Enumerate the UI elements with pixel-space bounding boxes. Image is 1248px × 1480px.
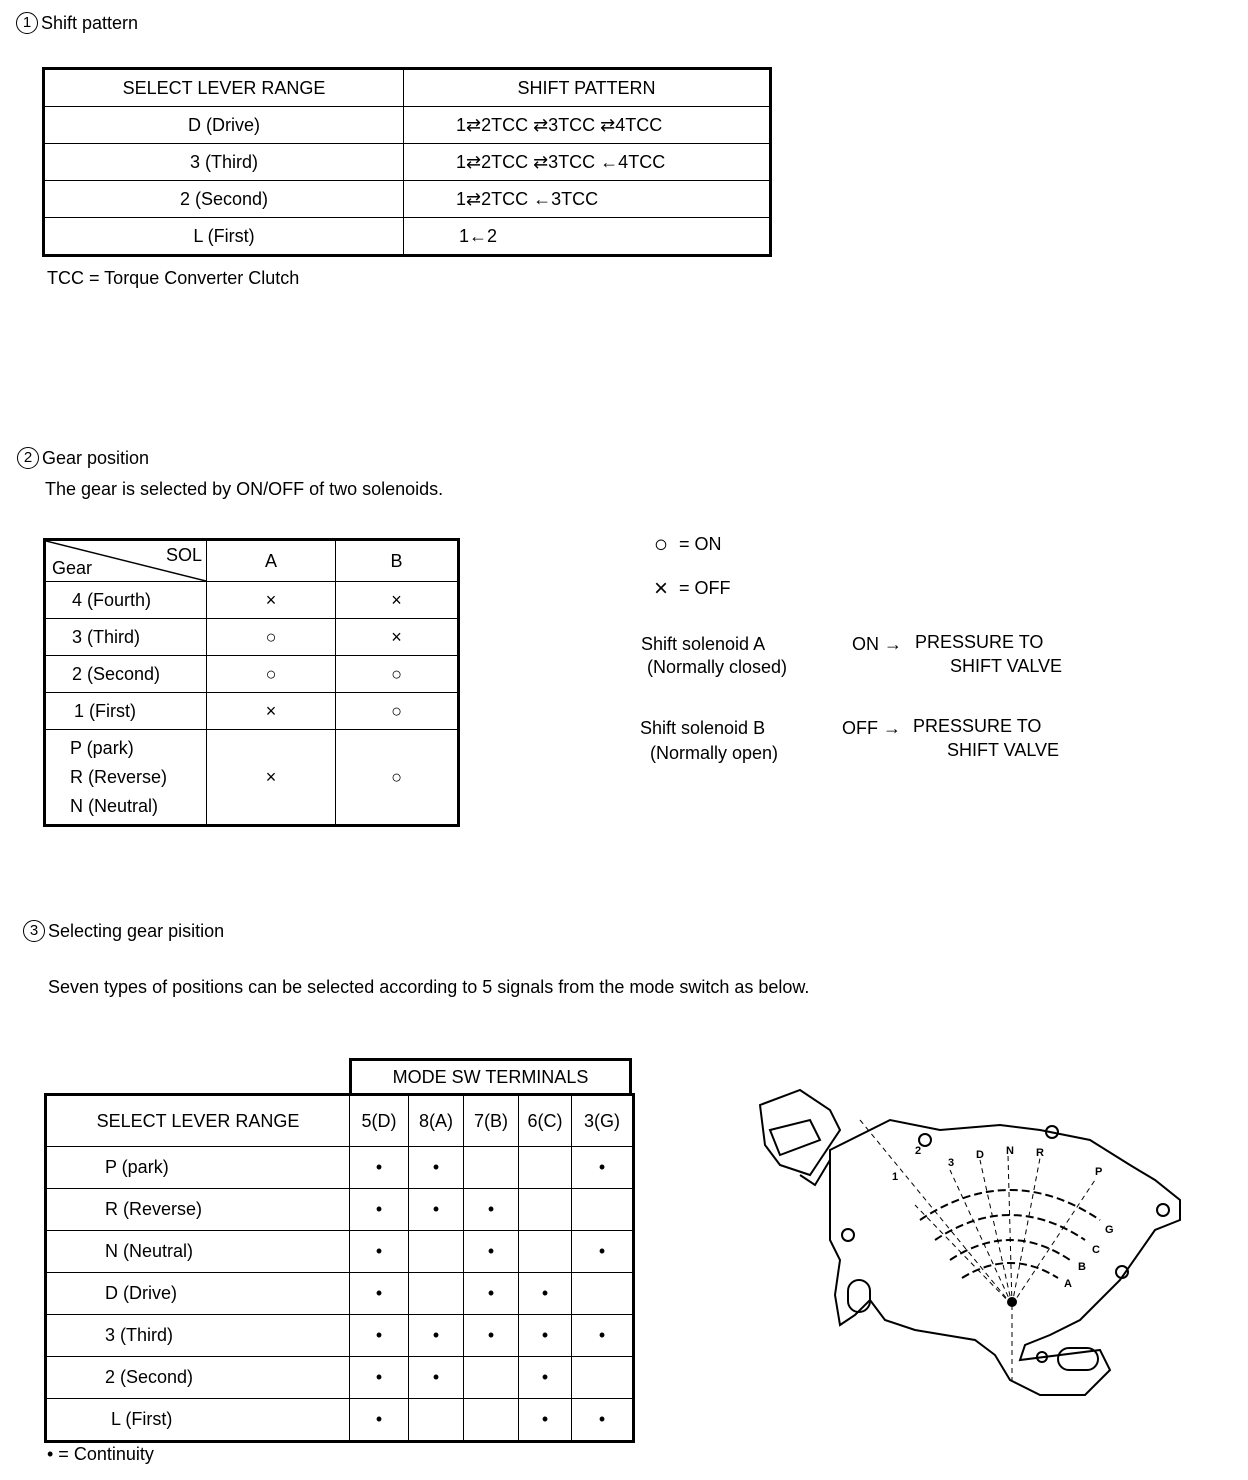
mark-cell (464, 1147, 519, 1189)
range-cell: 3 (Third) (46, 1315, 350, 1357)
mode-sw-terminals-header: MODE SW TERMINALS (349, 1058, 632, 1093)
sol-b-state: ○ (336, 730, 459, 826)
mark-cell: • (519, 1273, 572, 1315)
table-row (45, 582, 459, 619)
gear-cell-prn (45, 730, 207, 826)
mark-cell (409, 1399, 464, 1442)
range-cell: P (park) (46, 1147, 350, 1189)
legend-on (648, 531, 722, 559)
range-cell: 2 (Second) (44, 181, 404, 218)
sol-b-name: Shift solenoid B (640, 718, 766, 738)
off-cross-icon: × (653, 575, 668, 602)
section2-subtitle: The gear is selected by ON/OFF of two solenoids. (45, 479, 444, 499)
table-row (46, 1189, 634, 1231)
legend-on-label: = ON (679, 533, 722, 554)
sol-b-state: × (336, 619, 459, 656)
section3-number: 3 (23, 920, 45, 942)
corner-gear-label: Gear (52, 558, 93, 578)
mode-switch-diagram (740, 1080, 1190, 1410)
gear-reverse: R (Reverse) (70, 766, 168, 787)
table-row (46, 1315, 634, 1357)
diagram-label: P (1095, 1166, 1103, 1178)
header-sol-b: B (336, 540, 459, 582)
table-row (44, 181, 771, 218)
mark-cell (572, 1273, 634, 1315)
section1-number: 1 (16, 12, 38, 34)
header-terminal-3g: 3(G) (572, 1095, 634, 1147)
sol-a-result1: PRESSURE TO (915, 632, 1044, 652)
table-row (45, 619, 459, 656)
mark-cell: • (350, 1231, 409, 1273)
section1-title: Shift pattern (41, 12, 139, 33)
header-select-lever-range: SELECT LEVER RANGE (44, 69, 404, 107)
gear-cell: 3 (Third) (45, 619, 207, 656)
gear-park: P (park) (70, 737, 134, 758)
continuity-note: • = Continuity (47, 1444, 154, 1464)
sol-a-result2: SHIFT VALVE (950, 656, 1063, 676)
gear-cell: 2 (Second) (45, 656, 207, 693)
gear-position-table (43, 538, 460, 827)
sol-a-state: × (207, 730, 336, 826)
table-row (46, 1147, 634, 1189)
sol-b-state: ○ (336, 656, 459, 693)
range-cell: L (First) (44, 218, 404, 256)
mark-cell: • (350, 1273, 409, 1315)
mark-cell (464, 1357, 519, 1399)
legend-off-label: = OFF (679, 577, 731, 598)
sol-a-type: (Normally closed) (647, 657, 788, 677)
range-cell: D (Drive) (44, 107, 404, 144)
range-cell: N (Neutral) (46, 1231, 350, 1273)
mark-cell: • (572, 1315, 634, 1357)
mark-cell (409, 1231, 464, 1273)
mark-cell: • (464, 1315, 519, 1357)
diagram-label: G (1105, 1224, 1114, 1236)
mark-cell: • (350, 1189, 409, 1231)
sol-a-state: × (207, 693, 336, 730)
table-row (45, 730, 459, 826)
section3-heading (23, 920, 224, 942)
header-select-lever-range: SELECT LEVER RANGE (46, 1095, 350, 1147)
legend-off (648, 575, 731, 603)
diagram-label: 3 (948, 1157, 955, 1169)
range-cell: R (Reverse) (46, 1189, 350, 1231)
pattern-cell: 1⇄2TCC ⇄3TCC ←4TCC (404, 144, 771, 181)
mark-cell (464, 1399, 519, 1442)
mark-cell: • (350, 1147, 409, 1189)
mark-cell: • (519, 1315, 572, 1357)
mark-cell (519, 1147, 572, 1189)
diagram-label: D (976, 1149, 984, 1161)
sol-a-state: × (207, 582, 336, 619)
header-terminal-5d: 5(D) (350, 1095, 409, 1147)
diagram-label: 1 (892, 1171, 899, 1183)
table-row (44, 218, 771, 256)
diagram-label: N (1006, 1145, 1014, 1157)
header-shift-pattern: SHIFT PATTERN (404, 69, 771, 107)
section1-heading (16, 12, 138, 34)
mark-cell: • (409, 1189, 464, 1231)
table-row (45, 693, 459, 730)
diagram-label: A (1064, 1278, 1072, 1290)
sol-b-state-text: OFF → (842, 718, 901, 738)
section2-title: Gear position (42, 447, 150, 468)
gear-cell: 1 (First) (45, 693, 207, 730)
mark-cell: • (572, 1231, 634, 1273)
mark-cell (409, 1273, 464, 1315)
mark-cell: • (409, 1357, 464, 1399)
range-cell: L (First) (46, 1399, 350, 1442)
gear-cell: 4 (Fourth) (45, 582, 207, 619)
mark-cell: • (464, 1189, 519, 1231)
sol-b-state: ○ (336, 693, 459, 730)
section2-number: 2 (17, 447, 39, 469)
section3-subtitle: Seven types of positions can be selected according to 5 signals from the mode switch as below. (48, 977, 810, 997)
table-row (46, 1357, 634, 1399)
header-terminal-7b: 7(B) (464, 1095, 519, 1147)
mark-cell: • (572, 1147, 634, 1189)
mark-cell: • (350, 1357, 409, 1399)
mode-switch-table (44, 1093, 635, 1443)
mark-cell (519, 1189, 572, 1231)
mark-cell: • (350, 1399, 409, 1442)
corner-sol-label: SOL (165, 545, 202, 565)
mark-cell: • (519, 1357, 572, 1399)
range-cell: D (Drive) (46, 1273, 350, 1315)
mark-cell (572, 1357, 634, 1399)
mark-cell: • (519, 1399, 572, 1442)
shift-pattern-table (42, 67, 772, 257)
sol-a-state: ○ (207, 656, 336, 693)
header-terminal-6c: 6(C) (519, 1095, 572, 1147)
table-row (46, 1273, 634, 1315)
table-row (44, 107, 771, 144)
pattern-cell: 1←2 (404, 218, 771, 256)
table-row (46, 1399, 634, 1442)
corner-header-cell (45, 540, 207, 582)
mark-cell (572, 1189, 634, 1231)
mark-cell: • (464, 1273, 519, 1315)
on-circle-icon: ○ (653, 531, 669, 558)
mark-cell: • (350, 1315, 409, 1357)
sol-b-type: (Normally open) (650, 743, 779, 763)
header-sol-a: A (207, 540, 336, 582)
sol-b-state: × (336, 582, 459, 619)
sol-a-state: ○ (207, 619, 336, 656)
diagram-label: B (1078, 1261, 1086, 1273)
diagram-label: R (1036, 1147, 1044, 1159)
pivot-point (1007, 1297, 1017, 1307)
sol-a-name: Shift solenoid A (641, 634, 766, 654)
sol-a-state-text: ON → (852, 634, 903, 654)
section3-title: Selecting gear pisition (48, 920, 225, 941)
tcc-note: TCC = Torque Converter Clutch (47, 268, 300, 288)
range-cell: 2 (Second) (46, 1357, 350, 1399)
diagram-label: 2 (915, 1145, 922, 1157)
header-terminal-8a: 8(A) (409, 1095, 464, 1147)
pattern-cell: 1⇄2TCC ⇄3TCC ⇄4TCC (404, 107, 771, 144)
table-row (46, 1231, 634, 1273)
range-cell: 3 (Third) (44, 144, 404, 181)
mark-cell: • (409, 1315, 464, 1357)
diagram-label: C (1092, 1244, 1100, 1256)
mark-cell: • (572, 1399, 634, 1442)
mark-cell: • (464, 1231, 519, 1273)
section2-heading (17, 447, 149, 469)
sol-b-result1: PRESSURE TO (913, 716, 1042, 736)
mark-cell: • (409, 1147, 464, 1189)
mark-cell (519, 1231, 572, 1273)
table-row (44, 144, 771, 181)
sol-b-result2: SHIFT VALVE (947, 740, 1060, 760)
table-row (45, 656, 459, 693)
gear-neutral: N (Neutral) (70, 795, 159, 816)
pattern-cell: 1⇄2TCC ←3TCC (404, 181, 771, 218)
